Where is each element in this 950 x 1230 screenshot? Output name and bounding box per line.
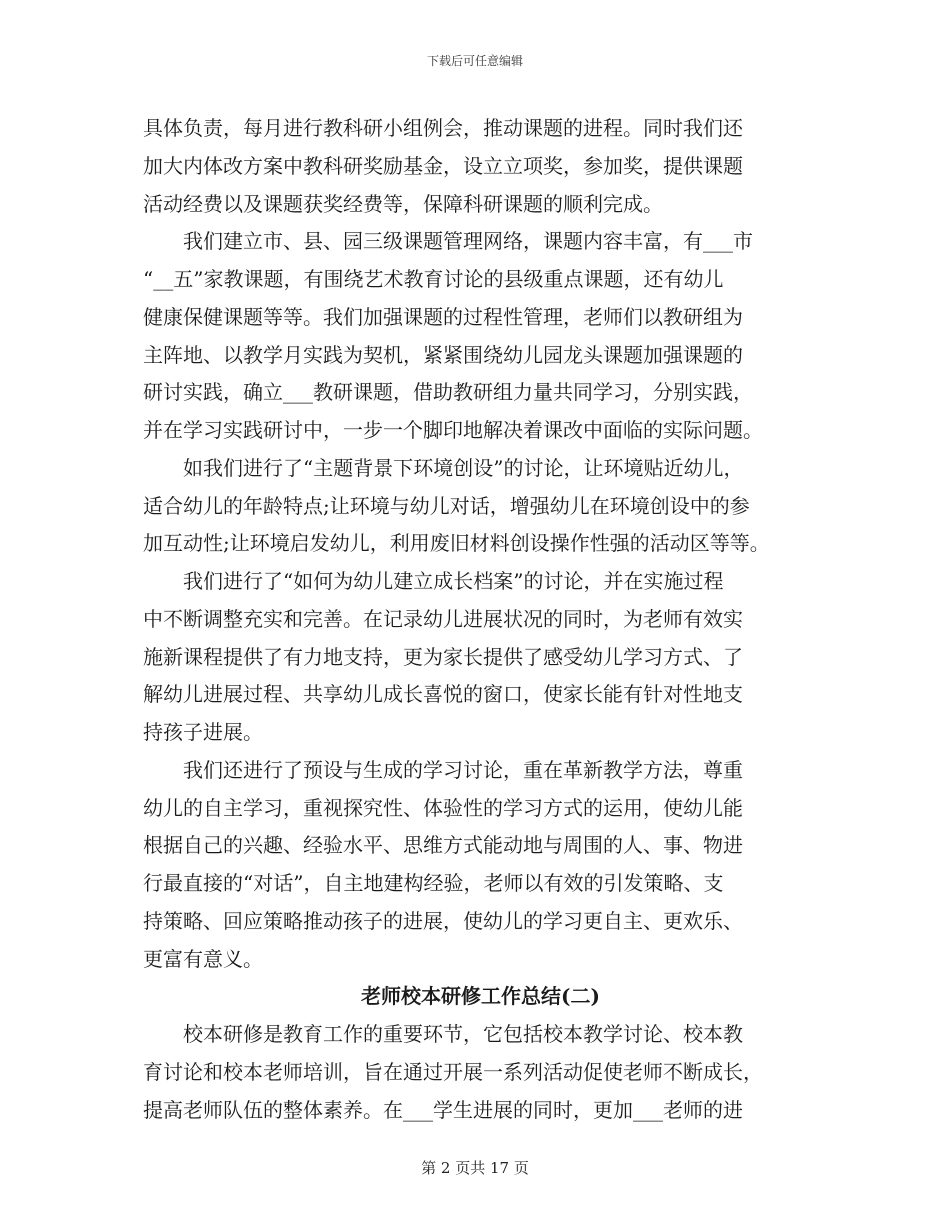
text-line: 校本研修是教育工作的重要环节，它包括校本教学讨论、校本教 <box>183 1022 743 1046</box>
section-heading: 老师校本研修工作总结(二) <box>361 984 600 1009</box>
page-footer: 第 2 页共 17 页 <box>421 1159 529 1177</box>
paragraph <box>143 563 818 752</box>
text-line: 加互动性;让环境启发幼儿，利用废旧材料创设操作性强的活动区等等。 <box>143 531 770 556</box>
text-line: 解幼儿进展过程、共享幼儿成长喜悦的窗口，使家长能有针对性地支 <box>143 682 743 707</box>
text-line: 持孩子进展。 <box>143 720 263 744</box>
text-line: “__五”家教课题，有围绕艺术教育讨论的县级重点课题，还有幼儿 <box>143 267 724 291</box>
text-line: 我们还进行了预设与生成的学习讨论，重在革新教学方法，尊重 <box>183 757 743 782</box>
paragraph <box>143 1016 818 1129</box>
paragraph <box>143 752 818 979</box>
text-line: 中不断调整充实和完善。在记录幼儿进展状况的同时，为老师有效实 <box>143 606 743 631</box>
text-line: 根据自己的兴趣、经验水平、思维方式能动地与周围的人、事、物进 <box>143 833 743 858</box>
text-line: 如我们进行了“主题背景下环境创设”的讨论，让环境贴近幼儿， <box>183 455 744 480</box>
text-line: 加大内体改方案中教科研奖励基金，设立立项奖，参加奖，提供课题 <box>143 153 743 178</box>
text-line: 健康保健课题等等。我们加强课题的过程性管理，老师们以教研组为 <box>143 304 743 329</box>
text-line: 更富有意义。 <box>143 946 263 971</box>
document-body <box>143 110 818 1129</box>
text-line: 我们进行了“如何为幼儿建立成长档案”的讨论，并在实施过程 <box>183 569 724 593</box>
text-line: 具体负责，每月进行教科研小组例会，推动课题的进程。同时我们还 <box>143 116 743 140</box>
text-line: 持策略、回应策略推动孩子的进展，使幼儿的学习更自主、更欢乐、 <box>143 908 743 933</box>
text-line: 并在学习实践研讨中，一步一个脚印地解决着课改中面临的实际问题。 <box>143 418 763 442</box>
text-line: 提高老师队伍的整体素养。在___学生进展的同时，更加___老师的进 <box>143 1097 743 1122</box>
text-line: 适合幼儿的年龄特点;让环境与幼儿对话，增强幼儿在环境创设中的参 <box>143 493 750 518</box>
paragraph <box>143 110 818 223</box>
text-line: 研讨实践，确立___教研课题，借助教研组力量共同学习，分别实践， <box>143 380 753 405</box>
text-line: 行最直接的“对话”，自主地建构经验，老师以有效的引发策略、支 <box>143 871 724 895</box>
text-line: 育讨论和校本老师培训，旨在通过开展一系列活动促使老师不断成长， <box>143 1059 763 1084</box>
text-line: 主阵地、以教学月实践为契机，紧紧围绕幼儿园龙头课题加强课题的 <box>143 342 743 367</box>
text-line: 幼儿的自主学习，重视探究性、体验性的学习方式的运用，使幼儿能 <box>143 795 743 820</box>
page-header: 下载后可任意编辑 <box>426 54 523 68</box>
text-line: 我们建立市、县、园三级课题管理网络，课题内容丰富，有___市 <box>183 229 753 254</box>
paragraph <box>143 223 818 450</box>
text-line: 施新课程提供了有力地支持，更为家长提供了感受幼儿学习方式、了 <box>143 644 743 669</box>
text-line: 活动经费以及课题获奖经费等，保障科研课题的顺利完成。 <box>143 191 663 216</box>
paragraph <box>143 450 818 563</box>
